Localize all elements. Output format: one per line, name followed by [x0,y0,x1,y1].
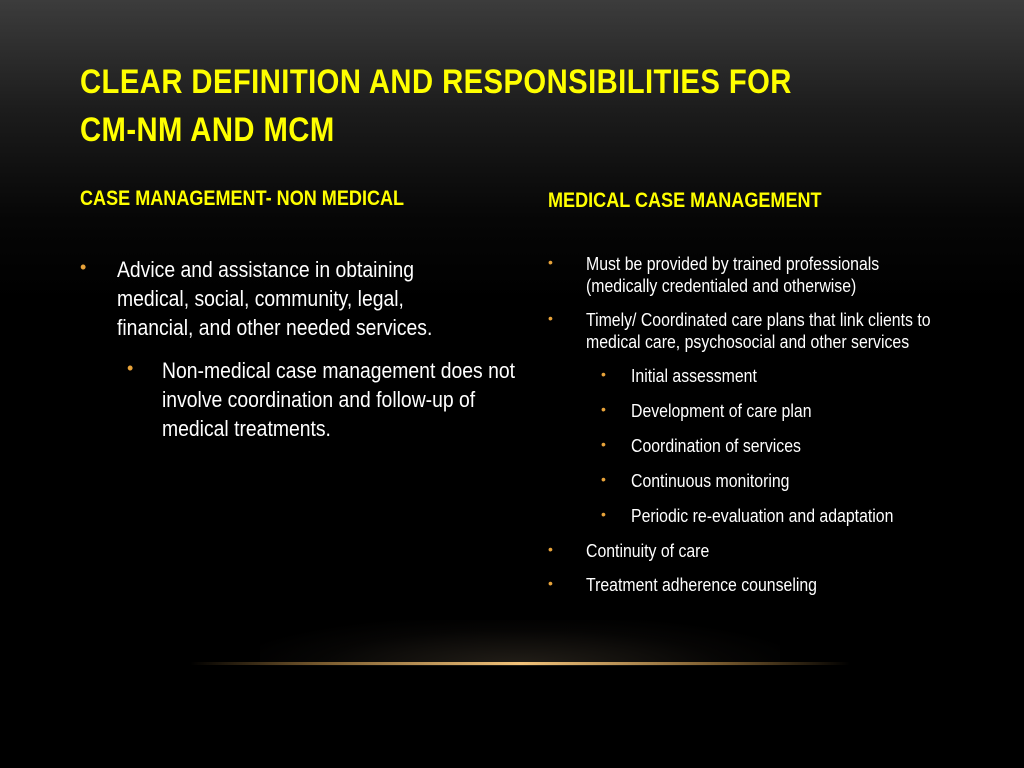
bullet-icon: • [601,506,606,522]
sub-list-item [548,435,988,457]
list-item-text: Advice and assistance in obtaining medical, social, community, legal, financial, and other needed services. [117,257,433,340]
sub-list-item-text: Initial assessment [631,366,757,386]
list-item [548,253,988,297]
right-column-heading: MEDICAL CASE MANAGEMENT [548,189,822,212]
bullet-icon: • [548,575,553,591]
list-item-text: Treatment adherence counseling [586,575,817,595]
bullet-icon: • [548,254,553,270]
bullet-icon: • [127,358,134,378]
sub-list-item [548,365,988,387]
bullet-icon: • [601,436,606,452]
bullet-icon: • [601,401,606,417]
decorative-accent-line [190,662,850,665]
sub-list-item [548,400,988,422]
list-item-text: Timely/ Coordinated care plans that link clients to medical care, psychosocial and other services [586,310,931,352]
list-item [548,309,988,353]
sub-list-item-text: Coordination of services [631,436,801,456]
list-item-text: Continuity of care [586,541,710,561]
sub-list-item [548,470,988,492]
bullet-icon: • [601,366,606,382]
sub-list-item-text: Periodic re-evaluation and adaptation [631,506,894,526]
list-item [80,255,510,342]
list-item-text: Must be provided by trained professionals (medically credentialed and otherwise) [586,254,880,296]
bullet-icon: • [601,471,606,487]
list-item-text: Non-medical case management does not involve coordination and follow-up of medical treatments. [162,358,515,441]
bullet-icon: • [548,541,553,557]
sub-list-item-text: Continuous monitoring [631,471,790,491]
list-item [548,574,988,596]
bullet-icon: • [80,257,87,277]
list-item [80,356,515,443]
sub-list-item [548,505,988,527]
bullet-icon: • [548,310,553,326]
left-column-heading: CASE MANAGEMENT- NON MEDICAL [80,187,405,210]
left-bullet-list [80,255,515,443]
decorative-glow [260,620,780,666]
list-item [548,540,988,562]
slide-title: CLEAR DEFINITION AND RESPONSIBILITIES FOR CM-NM AND MCM [80,63,792,149]
right-bullet-list [548,253,988,608]
sub-list-item-text: Development of care plan [631,401,812,421]
